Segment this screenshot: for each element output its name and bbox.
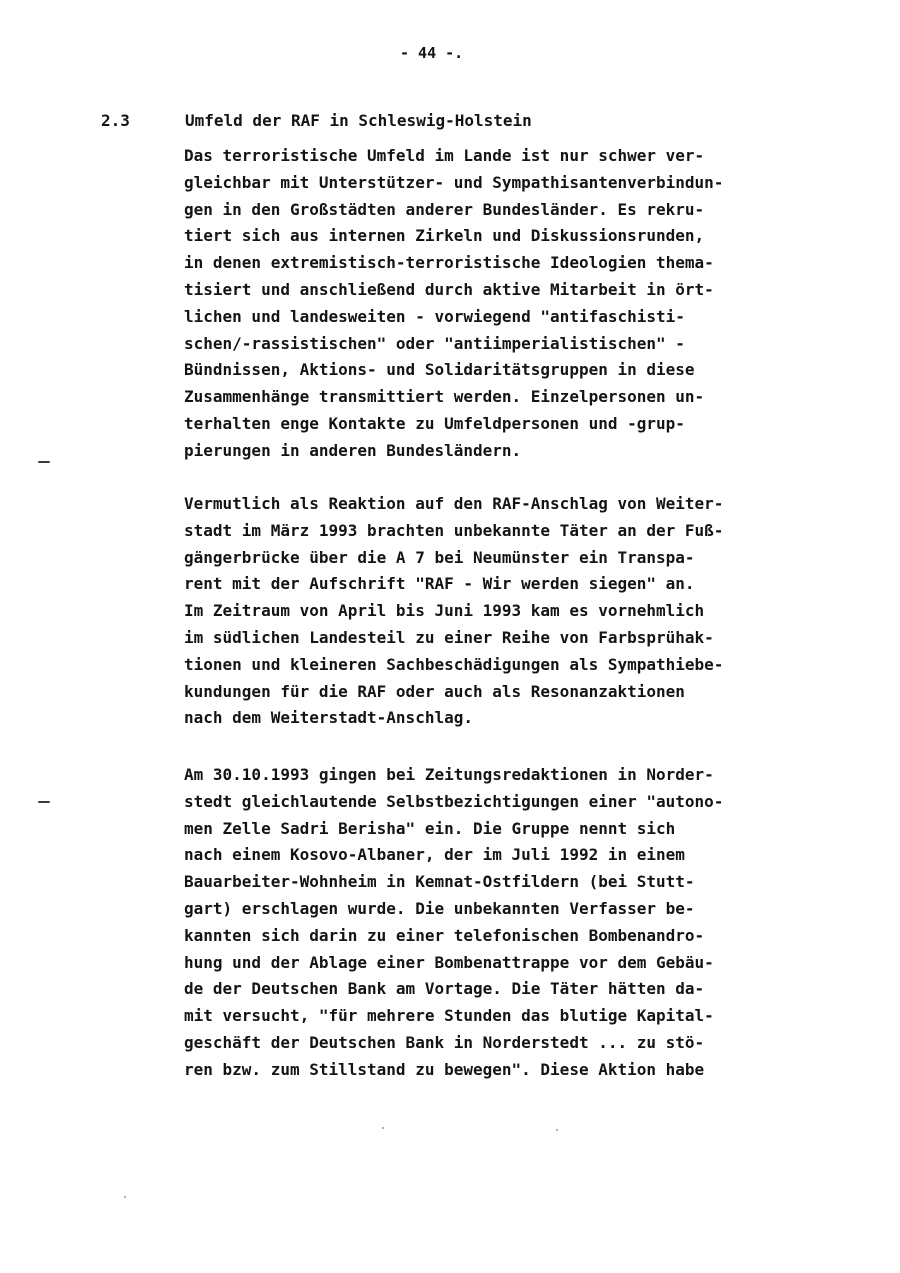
text-line: gängerbrücke über die A 7 bei Neumünster ein Transpa- bbox=[184, 547, 695, 567]
text-line: ren bzw. zum Stillstand zu bewegen". Diese Aktion habe bbox=[184, 1059, 705, 1079]
text-line: Bündnissen, Aktions- und Solidaritätsgruppen in diese bbox=[184, 360, 695, 380]
text-line: rent mit der Aufschrift "RAF - Wir werden siegen" an. bbox=[184, 574, 695, 594]
page-number: - 44 -. bbox=[400, 44, 464, 62]
text-line: geschäft der Deutschen Bank in Norderstedt ... zu stö- bbox=[184, 1032, 705, 1052]
text-line: kundungen für die RAF oder auch als Resonanzaktionen bbox=[184, 681, 685, 701]
paragraph-terrorist-environment bbox=[184, 143, 723, 465]
text-line: pierungen in anderen Bundesländern. bbox=[184, 440, 522, 460]
text-line: tionen und kleineren Sachbeschädigungen als Sympathiebe- bbox=[184, 654, 724, 674]
text-line: schen/-rassistischen" oder "antiimperialistischen" - bbox=[184, 333, 685, 353]
paragraph-weiterstadt-reaction bbox=[184, 491, 723, 732]
text-line: hung und der Ablage einer Bombenattrappe vor dem Gebäu- bbox=[184, 952, 714, 972]
text-line: mit versucht, "für mehrere Stunden das blutige Kapital- bbox=[184, 1006, 714, 1026]
text-line: nach einem Kosovo-Albaner, der im Juli 1992 in einem bbox=[184, 845, 685, 865]
text-line: nach dem Weiterstadt-Anschlag. bbox=[184, 708, 473, 728]
text-line: in denen extremistisch-terroristische Ideologien thema- bbox=[184, 253, 714, 273]
text-line: Bauarbeiter-Wohnheim in Kemnat-Ostfildern (bei Stutt- bbox=[184, 872, 695, 892]
text-line: lichen und landesweiten - vorwiegend "antifaschisti- bbox=[184, 306, 685, 326]
text-line: Zusammenhänge transmittiert werden. Einzelpersonen un- bbox=[184, 387, 705, 407]
section-number: 2.3 bbox=[101, 111, 130, 130]
text-line: gleichbar mit Unterstützer- und Sympathisantenverbindun- bbox=[184, 172, 724, 192]
text-line: Das terroristische Umfeld im Lande ist nur schwer ver- bbox=[184, 146, 705, 165]
text-line: gart) erschlagen wurde. Die unbekannten Verfasser be- bbox=[184, 898, 695, 918]
margin-mark bbox=[38, 461, 50, 463]
text-line: Im Zeitraum von April bis Juni 1993 kam es vornehmlich bbox=[184, 601, 705, 621]
scan-speck bbox=[124, 1196, 126, 1198]
text-line: Am 30.10.1993 gingen bei Zeitungsredaktionen in Norder- bbox=[184, 765, 714, 784]
text-line: de der Deutschen Bank am Vortage. Die Täter hätten da- bbox=[184, 979, 705, 999]
scan-speck bbox=[382, 1127, 384, 1129]
text-line: kannten sich darin zu einer telefonischen Bombenandro- bbox=[184, 925, 705, 945]
text-line: im südlichen Landesteil zu einer Reihe von Farbsprühak- bbox=[184, 627, 714, 647]
text-line: stadt im März 1993 brachten unbekannte Täter an der Fuß- bbox=[184, 520, 724, 540]
text-line: terhalten enge Kontakte zu Umfeldpersonen und -grup- bbox=[184, 413, 685, 433]
text-line: stedt gleichlautende Selbstbezichtigungen einer "autono- bbox=[184, 791, 724, 811]
paragraph-norderstedt-claims bbox=[184, 762, 723, 1084]
text-line: men Zelle Sadri Berisha" ein. Die Gruppe nennt sich bbox=[184, 818, 676, 838]
text-line: Vermutlich als Reaktion auf den RAF-Anschlag von Weiter- bbox=[184, 494, 724, 513]
text-line: gen in den Großstädten anderer Bundesländer. Es rekru- bbox=[184, 199, 705, 219]
scan-speck bbox=[556, 1129, 558, 1131]
margin-mark bbox=[38, 801, 50, 803]
text-line: tiert sich aus internen Zirkeln und Diskussionsrunden, bbox=[184, 226, 705, 246]
text-line: tisiert und anschließend durch aktive Mitarbeit in ört- bbox=[184, 279, 714, 299]
section-title: Umfeld der RAF in Schleswig-Holstein bbox=[185, 111, 532, 130]
